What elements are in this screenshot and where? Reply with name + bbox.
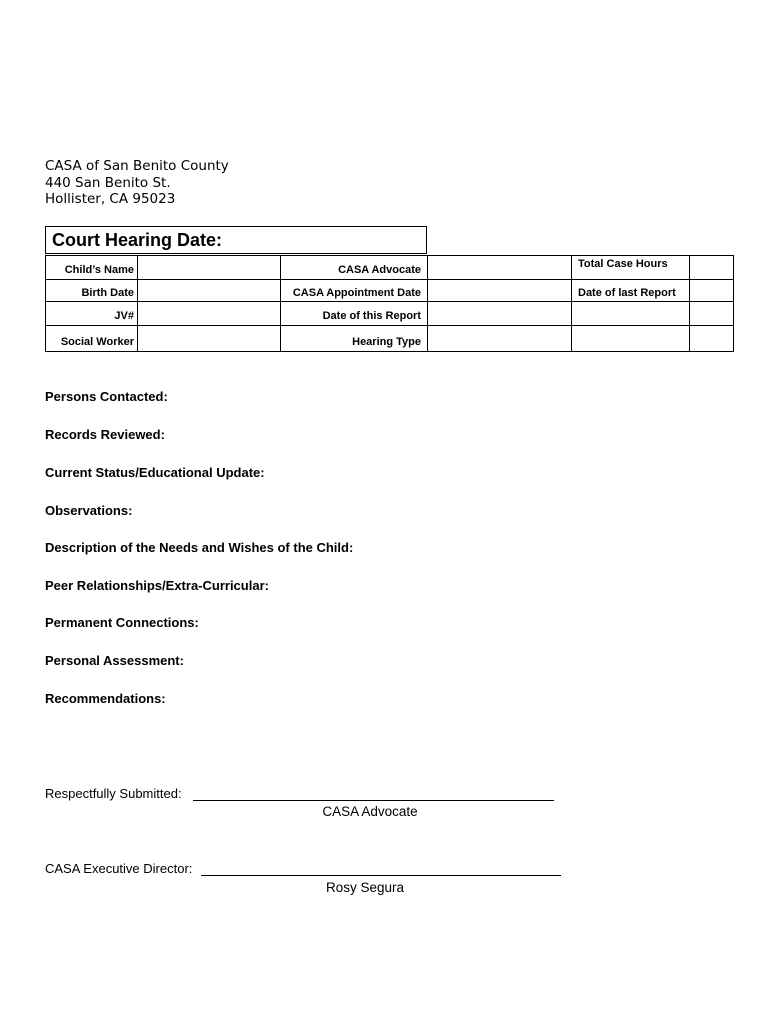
childs-name-field[interactable] — [138, 256, 279, 278]
submitted-name: CASA Advocate — [322, 804, 418, 819]
label-hearing-type: Hearing Type — [352, 336, 421, 348]
casa-advocate-field[interactable] — [428, 256, 570, 278]
organization-address — [45, 158, 229, 208]
section-observations: Observations: — [45, 503, 133, 518]
section-permanent-connections: Permanent Connections: — [45, 615, 199, 630]
label-childs-name: Child’s Name — [64, 264, 134, 276]
section-persons-contacted: Persons Contacted: — [45, 389, 168, 404]
submitted-label: Respectfully Submitted: — [45, 786, 182, 801]
label-birth-date: Birth Date — [81, 287, 134, 299]
date-of-report-field[interactable] — [428, 302, 570, 324]
section-needs-wishes: Description of the Needs and Wishes of the Child: — [45, 540, 354, 555]
hearing-type-field[interactable] — [428, 326, 570, 350]
director-label: CASA Executive Director: — [45, 861, 193, 876]
director-name: Rosy Segura — [325, 880, 405, 895]
label-date-last-report: Date of last Report — [578, 287, 676, 299]
total-case-hours-field[interactable] — [690, 256, 732, 278]
table-rule — [733, 255, 734, 352]
casa-appointment-date-field[interactable] — [428, 280, 570, 300]
section-peer-relationships: Peer Relationships/Extra-Curricular: — [45, 578, 269, 593]
table-rule — [571, 255, 572, 352]
org-street: 440 San Benito St. — [45, 174, 171, 191]
birth-date-field[interactable] — [138, 280, 279, 300]
label-casa-appointment-date: CASA Appointment Date — [292, 287, 421, 299]
jv-field[interactable] — [138, 302, 279, 324]
label-social-worker: Social Worker — [60, 336, 134, 348]
section-records-reviewed: Records Reviewed: — [45, 427, 165, 442]
date-last-report-field[interactable] — [690, 280, 732, 300]
section-recommendations: Recommendations: — [45, 691, 166, 706]
label-total-case-hours: Total Case Hours — [578, 258, 668, 270]
table-rule — [45, 351, 734, 352]
org-city: Hollister, CA 95023 — [45, 191, 176, 207]
case-info-table — [45, 255, 734, 352]
court-hearing-date-box — [45, 226, 427, 254]
submitted-signature-line[interactable] — [193, 800, 554, 801]
social-worker-field[interactable] — [138, 326, 279, 350]
section-current-status: Current Status/Educational Update: — [45, 465, 265, 480]
court-hearing-label: Court Hearing Date: — [52, 230, 223, 250]
label-jv: JV# — [114, 310, 134, 322]
director-signature-line[interactable] — [201, 875, 561, 876]
org-name: CASA of San Benito County — [45, 158, 229, 174]
section-personal-assessment: Personal Assessment: — [45, 653, 184, 668]
label-casa-advocate: CASA Advocate — [338, 264, 421, 276]
label-date-of-report: Date of this Report — [322, 310, 421, 322]
